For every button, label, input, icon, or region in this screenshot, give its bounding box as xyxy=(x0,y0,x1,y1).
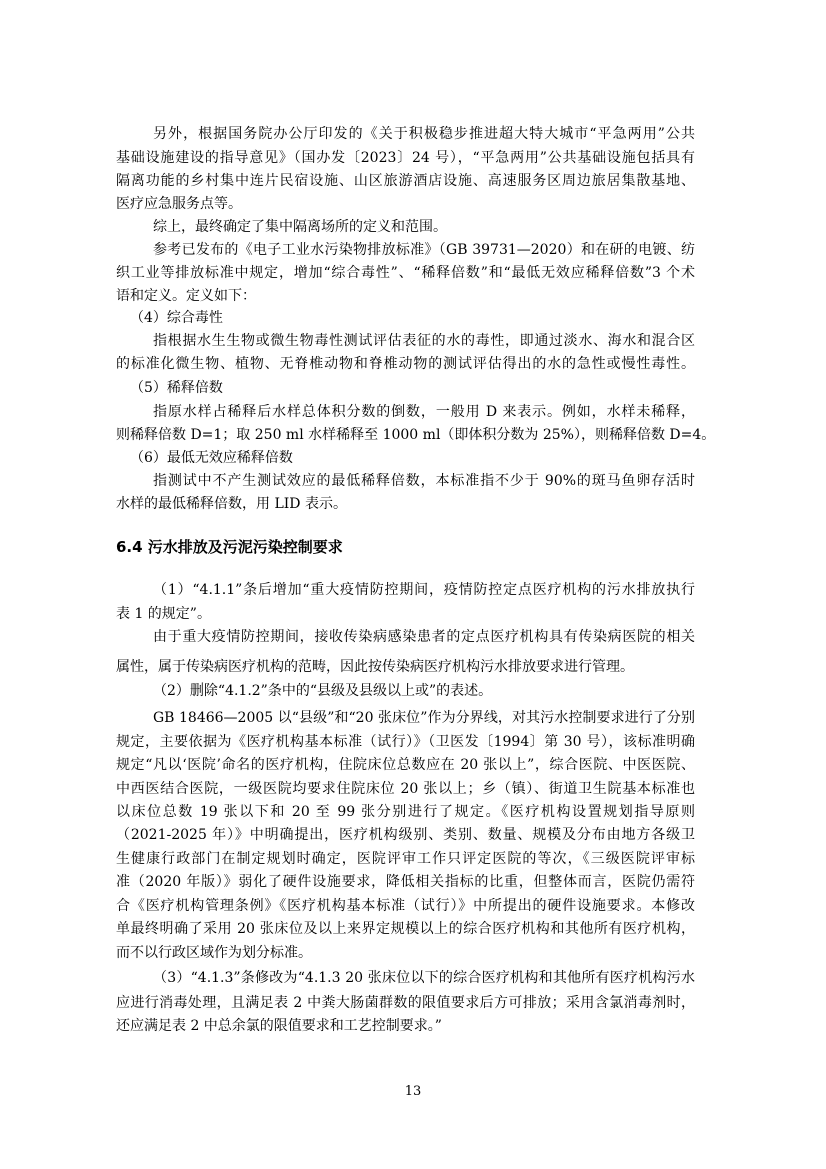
text-line: 指测试中不产生测试效应的最低稀释倍数，本标准指不少于 90%的斑马鱼卵存活时 xyxy=(153,473,695,489)
text-line: 生健康行政部门在制定规划时确定，医院评审工作只评定医院的等次，《三级医院评审标 xyxy=(116,851,695,867)
section-heading: 6.4 污水排放及污泥污染控制要求 xyxy=(116,538,343,556)
text-line: 以床位总数 19 张以下和 20 至 99 张分别进行了规定。《医疗机构设置规划指导原则 xyxy=(116,804,695,820)
text-line: （1）“4.1.1”条后增加“重大疫情防控期间，疫情防控定点医疗机构的污水排放执行 xyxy=(153,582,695,598)
text-line: 规定，主要依据为《医疗机构基本标准（试行）》（卫医发〔1994〕第 30 号），该标准明确 xyxy=(116,734,695,750)
text-line: 属性，属于传染病医疗机构的范畴，因此按传染病医疗机构污水排放要求进行管理。 xyxy=(116,659,634,675)
text-line: 的标准化微生物、植物、无脊椎动物和脊椎动物的测试评估得出的水的急性或慢性毒性。 xyxy=(116,356,695,372)
text-line: 还应满足表 2 中总余氯的限值要求和工艺控制要求。” xyxy=(116,1018,442,1034)
text-line: 规定“凡以‘医院’命名的医疗机构，住院床位总数应在 20 张以上”，综合医院、中医医院、 xyxy=(116,757,695,773)
text-line: （2021-2025 年）》中明确提出，医疗机构级别、类别、数量、规模及分布由地方各级卫 xyxy=(116,827,695,843)
text-line: 表 1 的规定”。 xyxy=(116,606,211,622)
definition-title: （6）最低无效应稀释倍数 xyxy=(130,450,293,466)
text-line: 指原水样占稀释后水样总体积分数的倒数，一般用 D 来表示。例如，水样未稀释， xyxy=(153,404,695,420)
text-line: 合《医疗机构管理条例》《医疗机构基本标准（试行）》中所提出的硬件设施要求。本修改 xyxy=(116,898,695,914)
text-line: GB 18466—2005 以“县级”和“20 张床位”作为分界线，对其污水控制要求进行了分别 xyxy=(153,710,695,726)
text-line: （3）“4.1.3”条修改为“4.1.3 20 张床位以下的综合医疗机构和其他所有医疗机构污水 xyxy=(153,970,695,986)
text-line: 由于重大疫情防控期间，接收传染病感染患者的定点医疗机构具有传染病医院的相关 xyxy=(153,629,695,645)
text-line: 单最终明确了采用 20 张床位及以上来界定规模以上的综合医疗机构和其他所有医疗机构， xyxy=(116,921,695,937)
text-line: 中西医结合医院，一级医院均要求住院床位 20 张以上；乡（镇）、街道卫生院基本标准也 xyxy=(116,781,695,797)
text-line: 则稀释倍数 D=1；取 250 ml 水样稀释至 1000 ml（即体积分数为 25%），则稀释倍数 D=4。 xyxy=(116,427,716,443)
text-line: 指根据水生生物或微生物毒性测试评估表征的水的毒性，即通过淡水、海水和混合区 xyxy=(153,333,695,349)
text-line: 综上，最终确定了集中隔离场所的定义和范围。 xyxy=(153,219,447,235)
text-line: 水样的最低稀释倍数，用 LID 表示。 xyxy=(116,496,347,512)
text-line: 参考已发布的《电子工业水污染物排放标准》（GB 39731—2020）和在研的电镀、纺 xyxy=(153,242,695,258)
text-line: 医疗应急服务点等。 xyxy=(116,196,242,212)
text-line: 准（2020 年版）》弱化了硬件设施要求，降低相关指标的比重，但整体而言，医院仍需符 xyxy=(116,874,695,890)
text-line: 语和定义。定义如下： xyxy=(116,288,256,304)
text-line: 而不以行政区域作为划分标准。 xyxy=(116,945,312,961)
text-line: 应进行消毒处理，且满足表 2 中粪大肠菌群数的限值要求后方可排放；采用含氯消毒剂时， xyxy=(116,995,695,1011)
text-line: 基础设施建设的指导意见》（国办发〔2023〕24 号），“平急两用”公共基础设施包括具有 xyxy=(116,150,695,166)
text-line: 另外，根据国务院办公厅印发的《关于积极稳步推进超大特大城市“平急两用”公共 xyxy=(153,126,695,142)
definition-title: （4）综合毒性 xyxy=(130,310,223,326)
text-line: 织工业等排放标准中规定，增加“综合毒性”、“稀释倍数”和“最低无效应稀释倍数”3 个术 xyxy=(116,265,695,281)
page-number: 13 xyxy=(404,1084,422,1099)
text-line: （2）删除“4.1.2”条中的“县级及县级以上或”的表述。 xyxy=(153,683,493,699)
definition-title: （5）稀释倍数 xyxy=(130,380,223,396)
text-line: 隔离功能的乡村集中连片民宿设施、山区旅游酒店设施、高速服务区周边旅居集散基地、 xyxy=(116,173,695,189)
